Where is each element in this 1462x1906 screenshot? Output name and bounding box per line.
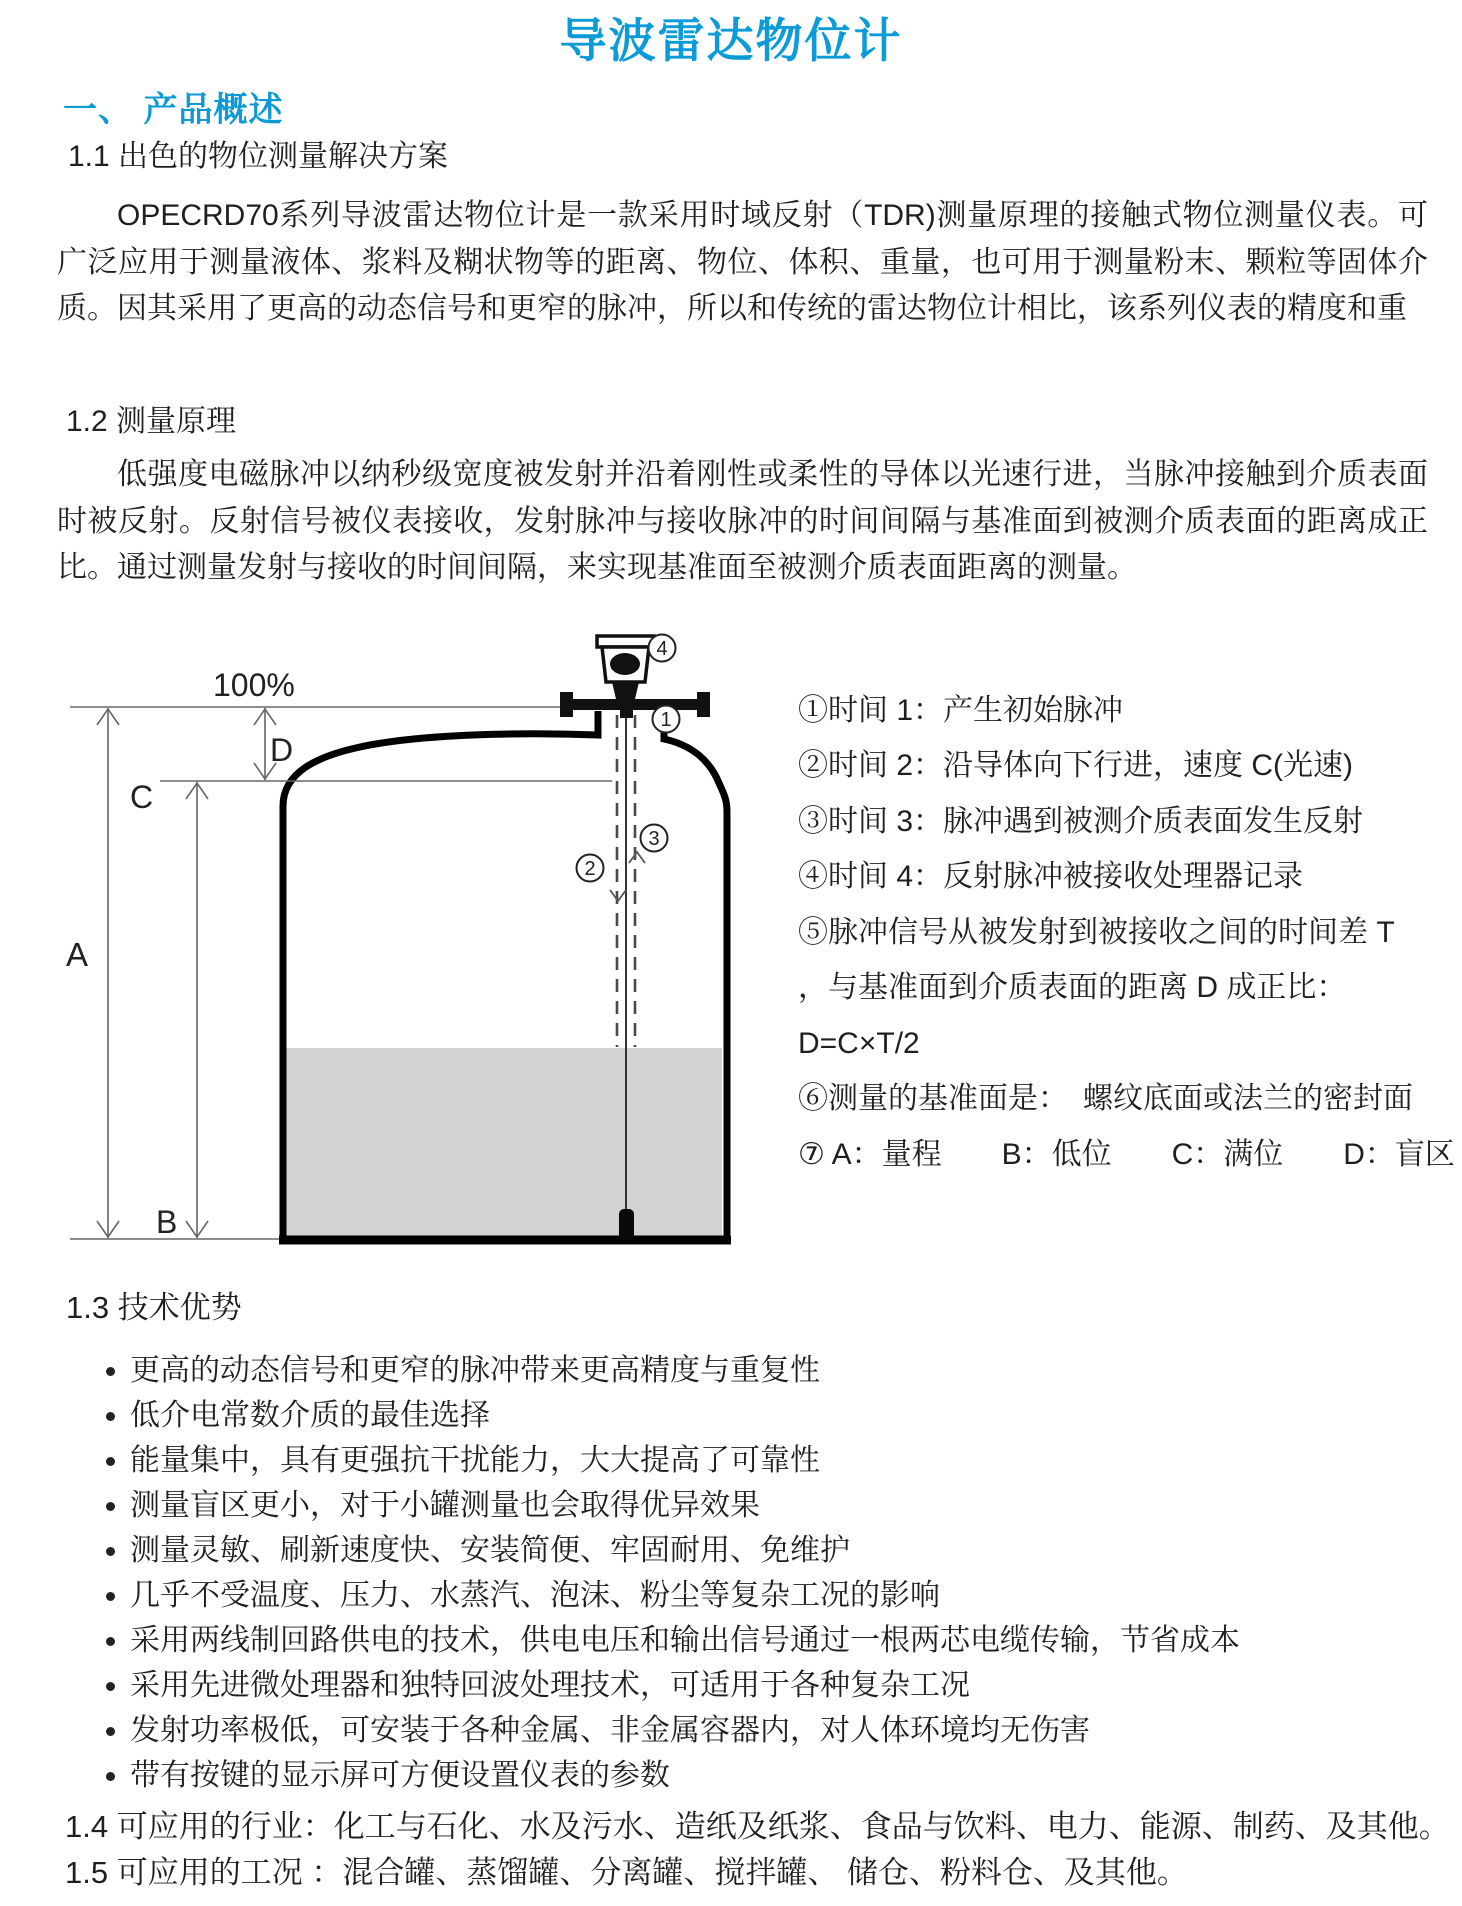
list-item: 能量集中，具有更强抗干扰能力，大大提高了可靠性 (0, 1438, 1400, 1483)
annotation-time-3: ③时间 3：脉冲遇到被测介质表面发生反射 (798, 805, 1364, 838)
list-item: 发射功率极低，可安装于各种金属、非金属容器内，对人体环境均无伤害 (0, 1708, 1400, 1753)
full-level-label: 100% (213, 667, 295, 703)
annotation-time-1: ①时间 1：产生初始脉冲 (798, 694, 1124, 727)
span-label: C (130, 779, 154, 815)
section-1-2-heading: 1.2 测量原理 (66, 405, 237, 438)
tank-diagram-svg (0, 620, 760, 1280)
list-item: 更高的动态信号和更窄的脉冲带来更高精度与重复性 (0, 1348, 1400, 1393)
section-1-1-paragraph: OPECRD70系列导波雷达物位计是一款采用时域反射（TDR)测量原理的接触式物位测量仪表。可广泛应用于测量液体、浆料及糊状物等的距离、物位、体积、重量，也可用于测量粉末、颗粒等固体介质。因其采用了更高的动态信号和更窄的脉冲，所以和传统的雷达物位计相比，该系列仪表的精度和重 (57, 199, 1428, 325)
page-title: 导波雷达物位计 (559, 14, 903, 67)
list-item: 采用两线制回路供电的技术，供电电压和输出信号通过一根两芯电缆传输，节省成本 (0, 1618, 1400, 1663)
list-item: 测量灵敏、刷新速度快、安装简便、牢固耐用、免维护 (0, 1528, 1400, 1573)
section-1-3-heading: 1.3 技术优势 (66, 1290, 242, 1325)
low-level-label: B (156, 1204, 178, 1240)
sensor-head (597, 636, 654, 699)
advantages-list (0, 1348, 1400, 1798)
range-label: A (66, 936, 89, 973)
section-1-1-heading: 1.1 出色的物位测量解决方案 (68, 140, 449, 173)
marker-4: 4 (656, 638, 668, 660)
marker-2: 2 (584, 858, 596, 880)
blind-zone-label: D (270, 732, 294, 768)
section-1-heading: 一、 产品概述 (63, 91, 284, 129)
annotation-reference: ⑥测量的基准面是： 螺纹底面或法兰的密封面 (798, 1082, 1413, 1115)
section-1-4-line: 1.4 可应用的行业：化工与石化、水及污水、造纸及纸浆、食品与饮料、电力、能源、制药、及其他。 (65, 1809, 1450, 1844)
list-item: 测量盲区更小，对于小罐测量也会取得优异效果 (0, 1483, 1400, 1528)
list-item: 低介电常数介质的最佳选择 (0, 1393, 1400, 1438)
annotation-distance: ，与基准面到介质表面的距离 D 成正比： (798, 971, 1347, 1004)
section-1-2-paragraph: 低强度电磁脉冲以纳秒级宽度被发射并沿着刚性或柔性的导体以光速行进，当脉冲接触到介质表面时被反射。反射信号被仪表接收，发射脉冲与接收脉冲的时间间隔与基准面到被测介质表面的距离成正比。通过测量发射与接收的时间间隔，来实现基准面至被测介质表面距离的测量。 (57, 458, 1428, 584)
list-item: 采用先进微处理器和独特回波处理技术，可适用于各种复杂工况 (0, 1663, 1400, 1708)
list-item: 带有按键的显示屏可方便设置仪表的参数 (0, 1753, 1400, 1798)
marker-1: 1 (660, 709, 672, 731)
dimension-labels (66, 667, 295, 1240)
marker-3: 3 (648, 828, 660, 850)
liquid-fill (286, 1048, 722, 1238)
probe-weight (619, 1209, 634, 1240)
annotation-formula: D=C×T/2 (798, 1027, 920, 1060)
annotation-time-2: ②时间 2：沿导体向下行进，速度 C(光速) (798, 749, 1353, 782)
measurement-principle-diagram (0, 620, 1462, 1280)
annotation-legend: ⑦ A：量程 B：低位 C：满位 D：盲区 (798, 1138, 1455, 1171)
annotation-time-diff: ⑤脉冲信号从被发射到被接收之间的时间差 T (798, 916, 1395, 949)
up-arrow-icon (629, 852, 645, 863)
list-item: 几乎不受温度、压力、水蒸汽、泡沫、粉尘等复杂工况的影响 (0, 1573, 1400, 1618)
section-1-5-line: 1.5 可应用的工况 ：混合罐、蒸馏罐、分离罐、搅拌罐、 储仓、粉料仓、及其他。 (65, 1855, 1188, 1890)
annotation-time-4: ④时间 4：反射脉冲被接收处理器记录 (798, 860, 1304, 893)
